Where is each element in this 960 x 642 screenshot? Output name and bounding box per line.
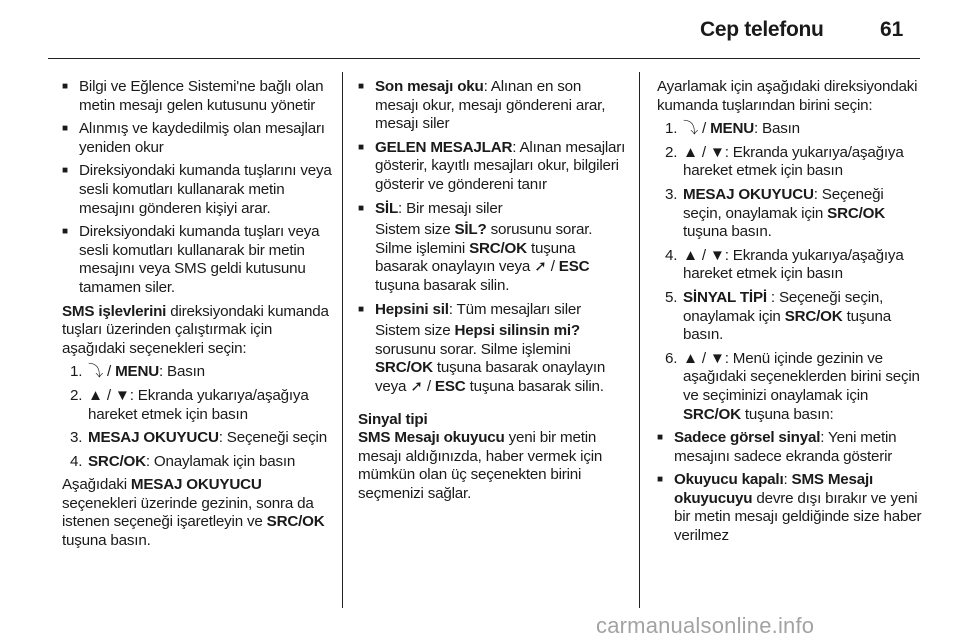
column-divider-2: [639, 72, 640, 608]
step-item: 2. ▲ / ▼: Ekranda yukarıya/aşağıya hareket etmek için basın: [70, 386, 309, 423]
bullet-item: ■ GELEN MESAJLAR: Alınan mesajları gösterir, kayıtlı mesajları okur, bilgileri gösterir ve göndereni tanır: [358, 139, 628, 195]
section-heading: Sinyal tipi: [358, 410, 428, 428]
bullet-detail: Sistem size SİL? sorusunu sorar. Silme işlemini SRC/OK tuşuna basarak onaylayın veya ➚ / ESC tuşuna basarak silin.: [375, 221, 593, 294]
paragraph: Ayarlamak için aşağıdaki direksiyondaki kumanda tuşlarından birini seçin:: [657, 78, 918, 114]
bullet-item: ■ Hepsini sil: Tüm mesajları siler Sistem size Hepsi silinsin mi? sorusunu sorar. Silme işlemini SRC/OK tuşuna basarak onaylayın veya ➚ / ESC tuşuna basarak silin.: [358, 301, 628, 397]
paragraph: Aşağıdaki MESAJ OKUYUCU seçenekleri üzerinde gezinin, sonra da istenen seçeneği işaretleyin ve SRC/OK tuşuna basın.: [62, 476, 325, 550]
page-header: [0, 0, 960, 60]
step-item: 4. ▲ / ▼: Ekranda yukarıya/aşağıya hareket etmek için basın: [665, 246, 904, 283]
paragraph: SMS işlevlerini direksiyondaki kumanda tuşları üzerinden çalıştırmak için aşağıdaki seçenekleri seçin:: [62, 302, 329, 357]
bullet-item: ■ Sadece görsel sinyal: Yeni metin mesajını sadece ekranda gösterir: [657, 429, 925, 466]
page-number: 61: [880, 18, 904, 41]
back-icon: ➚: [534, 258, 547, 276]
bullet-detail: Sistem size Hepsi silinsin mi? sorusunu sorar. Silme işlemini SRC/OK tuşuna basarak onaylayın veya ➚ / ESC tuşuna basarak silin.: [375, 322, 606, 395]
bullet-item: ■ Direksiyondaki kumanda tuşları veya sesli komutları kullanarak bir metin mesajını veya SMS geldi kutusunu tamamen siler.: [62, 223, 334, 297]
back-icon: ➚: [410, 377, 423, 395]
step-item: 6. ▲ / ▼: Menü içinde gezinin ve aşağıdaki seçeneklerden birini seçin ve seçiminizi onaylamak için SRC/OK tuşuna basın:: [665, 349, 920, 423]
bullet-item: ■ Okuyucu kapalı: SMS Mesajı okuyucuyu devre dışı bırakır ve yeni bir metin mesajı geldiğinde size haber verilmez: [657, 471, 925, 545]
header-divider: [48, 58, 920, 59]
step-item: 4. SRC/OK: Onaylamak için basın: [70, 452, 296, 470]
step-item: 1. ⤵ / MENU: Basın: [70, 363, 205, 381]
step-item: 3. MESAJ OKUYUCU: Seçeneği seçin: [70, 429, 327, 447]
page-title: Cep telefonu: [700, 18, 824, 41]
bullet-item: ■ Bilgi ve Eğlence Sistemi'ne bağlı olan metin mesajı gelen kutusunu yönetir: [62, 78, 334, 115]
watermark: carmanualsonline.info: [596, 613, 815, 638]
column-2: [358, 78, 628, 508]
phone-icon: ⤵: [88, 363, 103, 381]
step-item: 5. SİNYAL TİPİ : Seçeneği seçin, onaylamak için SRC/OK tuşuna basın.: [665, 288, 891, 344]
bullet-item: ■ Son mesajı oku: Alınan en son mesajı okur, mesajı göndereni arar, mesajı siler: [358, 78, 628, 134]
step-item: 3. MESAJ OKUYUCU: Seçeneği seçin, onaylamak için SRC/OK tuşuna basın.: [665, 185, 886, 241]
step-item: 1. ⤵ / MENU: Basın: [665, 120, 800, 138]
column-1: [62, 78, 334, 556]
column-3: [657, 78, 925, 551]
step-item: 2. ▲ / ▼: Ekranda yukarıya/aşağıya hareket etmek için basın: [665, 143, 904, 180]
bullet-item: ■ Direksiyondaki kumanda tuşlarını veya sesli komutları kullanarak metin mesajını gönderen kişiyi arar.: [62, 162, 334, 218]
paragraph: SMS Mesajı okuyucu yeni bir metin mesajı aldığınızda, haber vermek için mümkün olan üç seçenekten birini seçmenizi sağlar.: [358, 429, 603, 502]
phone-icon: ⤵: [683, 120, 698, 138]
bullet-item: ■ Alınmış ve kaydedilmiş olan mesajları yeniden okur: [62, 120, 334, 157]
column-divider-1: [342, 72, 343, 608]
bullet-item: ■ SİL: Bir mesajı siler Sistem size SİL? sorusunu sorar. Silme işlemini SRC/OK tuşuna basarak onaylayın veya ➚ / ESC tuşuna basarak silin.: [358, 200, 628, 296]
